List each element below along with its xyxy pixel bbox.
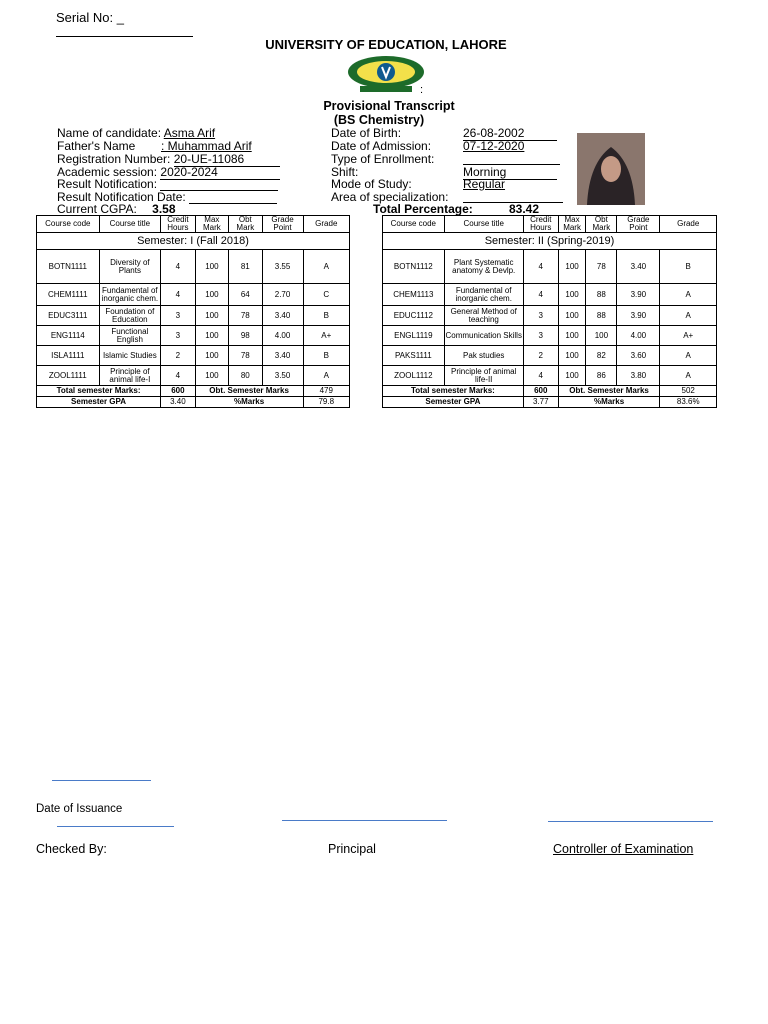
table-row bbox=[383, 306, 717, 326]
col-course-title: Course title bbox=[444, 216, 523, 233]
percent-marks-value: 83.6% bbox=[660, 397, 717, 408]
cell-course-title: Pak studies bbox=[444, 346, 523, 366]
table-header-row bbox=[383, 216, 717, 233]
totals-row bbox=[383, 386, 717, 397]
checked-by-signature-line bbox=[57, 826, 174, 827]
cell-obt-mark: 78 bbox=[229, 306, 262, 326]
cell-max-mark: 100 bbox=[558, 326, 586, 346]
principal-label: Principal bbox=[328, 842, 376, 856]
checked-by-label: Checked By: bbox=[36, 842, 107, 856]
table-row bbox=[37, 326, 350, 346]
cell-course-code: EDUC3111 bbox=[37, 306, 100, 326]
cell-grade: A bbox=[660, 306, 717, 326]
cell-grade: A+ bbox=[660, 326, 717, 346]
shift-label: Shift: bbox=[331, 165, 359, 179]
cell-credit-hours: 2 bbox=[523, 346, 558, 366]
cell-grade: A bbox=[660, 284, 717, 306]
cell-grade-point: 3.60 bbox=[617, 346, 660, 366]
cell-grade-point: 3.40 bbox=[617, 250, 660, 284]
percent-marks-value: 79.8 bbox=[303, 397, 349, 408]
father-name-row bbox=[57, 140, 252, 153]
cell-course-title: Principle of animal life-I bbox=[99, 366, 161, 386]
cell-grade-point: 4.00 bbox=[262, 326, 303, 346]
cell-course-code: ZOOL1112 bbox=[383, 366, 445, 386]
cell-grade: B bbox=[660, 250, 717, 284]
cell-course-code: ISLA1111 bbox=[37, 346, 100, 366]
cell-credit-hours: 3 bbox=[523, 306, 558, 326]
result-date-label: Result Notification Date: bbox=[57, 190, 186, 204]
candidate-name-label: Name of candidate: bbox=[57, 126, 162, 140]
cell-credit-hours: 4 bbox=[161, 284, 196, 306]
cell-course-title: Islamic Studies bbox=[99, 346, 161, 366]
table-row bbox=[37, 346, 350, 366]
cell-course-title: Functional English bbox=[99, 326, 161, 346]
dob-label: Date of Birth: bbox=[331, 126, 402, 140]
dob-value: 26-08-2002 bbox=[463, 127, 557, 141]
semester-gpa-value: 3.77 bbox=[523, 397, 558, 408]
cell-course-title: Diversity of Plants bbox=[99, 250, 161, 284]
cell-course-code: CHEM1111 bbox=[37, 284, 100, 306]
result-notification-label: Result Notification: bbox=[57, 177, 158, 191]
controller-signature-line bbox=[548, 821, 713, 822]
cell-grade-point: 3.40 bbox=[262, 346, 303, 366]
cell-course-code: BOTN1112 bbox=[383, 250, 445, 284]
cell-grade-point: 2.70 bbox=[262, 284, 303, 306]
cell-grade: A bbox=[303, 366, 349, 386]
cell-credit-hours: 4 bbox=[523, 284, 558, 306]
father-name-label: Father's Name bbox=[57, 139, 136, 153]
col-max-mark: Max Mark bbox=[558, 216, 586, 233]
col-max-mark: Max Mark bbox=[195, 216, 228, 233]
admission-label: Date of Admission: bbox=[331, 139, 432, 153]
semester-2-table bbox=[382, 215, 717, 408]
cell-obt-mark: 82 bbox=[586, 346, 617, 366]
cell-grade: A bbox=[660, 346, 717, 366]
cell-grade: C bbox=[303, 284, 349, 306]
semester-1-table bbox=[36, 215, 350, 408]
enrollment-label: Type of Enrollment: bbox=[331, 152, 435, 166]
transcript-title: Provisional Transcript bbox=[323, 99, 455, 113]
table-row bbox=[37, 306, 350, 326]
cell-obt-mark: 100 bbox=[586, 326, 617, 346]
cgpa-value: 3.58 bbox=[152, 202, 176, 216]
university-logo bbox=[344, 52, 428, 96]
semester-gpa-value: 3.40 bbox=[161, 397, 196, 408]
col-obt-mark: Obt Mark bbox=[229, 216, 262, 233]
cell-grade-point: 3.90 bbox=[617, 306, 660, 326]
table-header-row bbox=[37, 216, 350, 233]
cell-max-mark: 100 bbox=[558, 306, 586, 326]
cell-grade: A bbox=[303, 250, 349, 284]
enrollment-value bbox=[463, 153, 560, 165]
result-date-value bbox=[189, 192, 277, 204]
cell-course-code: ENGL1119 bbox=[383, 326, 445, 346]
shift-value: Morning bbox=[463, 166, 557, 180]
cell-course-title: Principle of animal life-II bbox=[444, 366, 523, 386]
mode-label: Mode of Study: bbox=[331, 177, 412, 191]
cell-obt-mark: 78 bbox=[229, 346, 262, 366]
father-name-value: : Muhammad Arif bbox=[161, 139, 252, 153]
cell-credit-hours: 2 bbox=[161, 346, 196, 366]
cell-obt-mark: 98 bbox=[229, 326, 262, 346]
admission-value: 07-12-2020 bbox=[463, 139, 525, 153]
table-row bbox=[37, 250, 350, 284]
result-notification-row bbox=[57, 178, 278, 191]
totals-row bbox=[37, 386, 350, 397]
signature-line-top bbox=[52, 780, 151, 781]
semester-title: Semester: I (Fall 2018) bbox=[37, 233, 350, 250]
table-row bbox=[37, 366, 350, 386]
cell-grade-point: 3.90 bbox=[617, 284, 660, 306]
date-of-issuance-label: Date of Issuance bbox=[36, 803, 123, 815]
gpa-row bbox=[37, 397, 350, 408]
cell-max-mark: 100 bbox=[558, 250, 586, 284]
cell-credit-hours: 3 bbox=[161, 326, 196, 346]
col-grade: Grade bbox=[303, 216, 349, 233]
cgpa-row bbox=[57, 203, 176, 216]
university-title: UNIVERSITY OF EDUCATION, LAHORE bbox=[265, 37, 507, 52]
cell-course-title: Foundation of Education bbox=[99, 306, 161, 326]
total-percentage-value: 83.42 bbox=[509, 202, 540, 216]
table-row bbox=[383, 366, 717, 386]
cell-grade-point: 4.00 bbox=[617, 326, 660, 346]
semester-gpa-label: Semester GPA bbox=[37, 397, 161, 408]
cell-grade: B bbox=[303, 306, 349, 326]
cell-course-code: CHEM1113 bbox=[383, 284, 445, 306]
session-value: 2020-2024 bbox=[160, 166, 280, 180]
serial-number-label: Serial No: _ bbox=[56, 10, 124, 25]
table-row bbox=[37, 284, 350, 306]
logo-mark: : bbox=[420, 84, 424, 96]
cell-course-code: PAKS1111 bbox=[383, 346, 445, 366]
cell-max-mark: 100 bbox=[558, 346, 586, 366]
col-course-code: Course code bbox=[37, 216, 100, 233]
program-title: (BS Chemistry) bbox=[333, 113, 425, 127]
cell-grade-point: 3.40 bbox=[262, 306, 303, 326]
cell-max-mark: 100 bbox=[195, 346, 228, 366]
cell-grade-point: 3.55 bbox=[262, 250, 303, 284]
cell-obt-mark: 78 bbox=[586, 250, 617, 284]
session-label: Academic session: bbox=[57, 165, 158, 179]
cell-obt-mark: 88 bbox=[586, 306, 617, 326]
cell-credit-hours: 4 bbox=[161, 366, 196, 386]
table-row bbox=[383, 326, 717, 346]
cell-obt-mark: 86 bbox=[586, 366, 617, 386]
cell-course-title: Plant Systematic anatomy & Devlp. bbox=[444, 250, 523, 284]
obt-marks-label: Obt. Semester Marks bbox=[195, 386, 303, 397]
obt-marks-label: Obt. Semester Marks bbox=[558, 386, 660, 397]
candidate-photo bbox=[577, 133, 645, 205]
cell-max-mark: 100 bbox=[558, 366, 586, 386]
table-row bbox=[383, 284, 717, 306]
principal-signature-line bbox=[282, 820, 447, 821]
gpa-row bbox=[383, 397, 717, 408]
cell-credit-hours: 4 bbox=[161, 250, 196, 284]
cell-grade: A bbox=[660, 366, 717, 386]
col-grade: Grade bbox=[660, 216, 717, 233]
candidate-name-value: Asma Arif bbox=[163, 126, 216, 140]
cell-max-mark: 100 bbox=[195, 326, 228, 346]
cell-obt-mark: 81 bbox=[229, 250, 262, 284]
col-credit-hours: Credit Hours bbox=[161, 216, 196, 233]
cell-max-mark: 100 bbox=[195, 250, 228, 284]
cell-max-mark: 100 bbox=[195, 284, 228, 306]
registration-value: 20-UE-11086 bbox=[174, 153, 280, 167]
cell-credit-hours: 3 bbox=[161, 306, 196, 326]
semester-gpa-label: Semester GPA bbox=[383, 397, 524, 408]
cell-max-mark: 100 bbox=[195, 366, 228, 386]
cell-grade: A+ bbox=[303, 326, 349, 346]
table-row bbox=[383, 346, 717, 366]
specialization-label: Area of specialization: bbox=[331, 190, 449, 204]
cell-course-title: Fundamental of inorganic chem. bbox=[99, 284, 161, 306]
total-percentage-label: Total Percentage: bbox=[373, 202, 473, 216]
cell-grade: B bbox=[303, 346, 349, 366]
total-marks-label: Total semester Marks: bbox=[37, 386, 161, 397]
mode-value: Regular bbox=[463, 177, 506, 191]
registration-label: Registration Number: bbox=[57, 152, 171, 166]
col-grade-point: Grade Point bbox=[617, 216, 660, 233]
cell-course-code: EDUC1112 bbox=[383, 306, 445, 326]
cell-course-code: ENG1114 bbox=[37, 326, 100, 346]
table-row bbox=[383, 250, 717, 284]
percent-marks-label: %Marks bbox=[558, 397, 660, 408]
result-notification-value bbox=[160, 179, 278, 191]
cell-course-title: Fundamental of inorganic chem. bbox=[444, 284, 523, 306]
percent-marks-label: %Marks bbox=[195, 397, 303, 408]
cell-course-code: ZOOL1111 bbox=[37, 366, 100, 386]
cell-obt-mark: 80 bbox=[229, 366, 262, 386]
controller-label: Controller of Examination bbox=[553, 842, 694, 856]
candidate-name-row bbox=[57, 127, 215, 140]
cell-credit-hours: 3 bbox=[523, 326, 558, 346]
cell-course-title: General Method of teaching bbox=[444, 306, 523, 326]
col-grade-point: Grade Point bbox=[262, 216, 303, 233]
cell-credit-hours: 4 bbox=[523, 250, 558, 284]
col-course-code: Course code bbox=[383, 216, 445, 233]
col-credit-hours: Credit Hours bbox=[523, 216, 558, 233]
cell-max-mark: 100 bbox=[195, 306, 228, 326]
obt-marks-value: 502 bbox=[660, 386, 717, 397]
obt-marks-value: 479 bbox=[303, 386, 349, 397]
cell-credit-hours: 4 bbox=[523, 366, 558, 386]
cell-obt-mark: 88 bbox=[586, 284, 617, 306]
cell-course-title: Communication Skills bbox=[444, 326, 523, 346]
cell-obt-mark: 64 bbox=[229, 284, 262, 306]
col-course-title: Course title bbox=[99, 216, 161, 233]
total-marks-value: 600 bbox=[523, 386, 558, 397]
cell-max-mark: 100 bbox=[558, 284, 586, 306]
semester-title: Semester: II (Spring-2019) bbox=[383, 233, 717, 250]
cgpa-label: Current CGPA: bbox=[57, 202, 137, 216]
cell-grade-point: 3.50 bbox=[262, 366, 303, 386]
cell-course-code: BOTN1111 bbox=[37, 250, 100, 284]
total-marks-value: 600 bbox=[161, 386, 196, 397]
cell-grade-point: 3.80 bbox=[617, 366, 660, 386]
total-marks-label: Total semester Marks: bbox=[383, 386, 524, 397]
col-obt-mark: Obt Mark bbox=[586, 216, 617, 233]
